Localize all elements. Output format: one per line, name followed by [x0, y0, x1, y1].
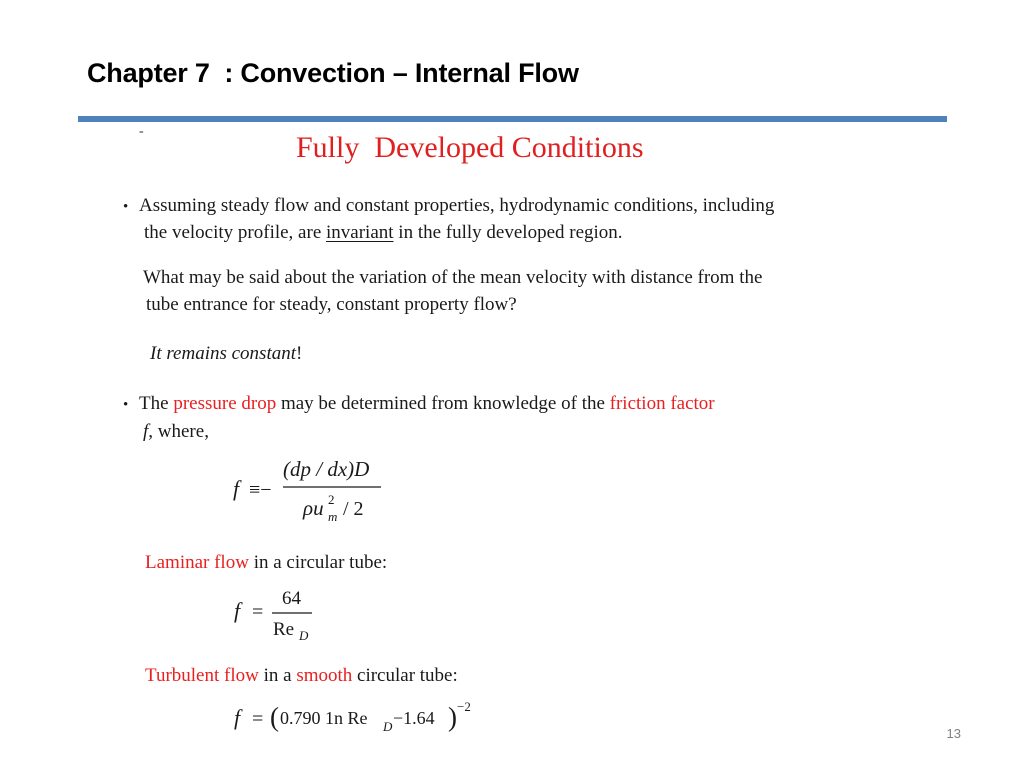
page-number: 13	[946, 726, 961, 741]
bullet-2-line2	[143, 418, 209, 445]
turbulent-rest: circular tube:	[352, 665, 458, 686]
friction-factor-equation	[225, 452, 395, 524]
eq3-rest: −1.64	[393, 708, 435, 728]
invariant-word: invariant	[326, 222, 394, 243]
bullet-1-line2-b: in the fully developed region.	[393, 222, 623, 243]
smooth-term: smooth	[296, 665, 353, 686]
eq2-den: Re	[273, 619, 295, 640]
friction-factor-term: friction factor	[609, 393, 715, 414]
eq2-eq: =	[252, 601, 264, 623]
laminar-flow-term: Laminar flow	[145, 552, 249, 573]
eq3-close-paren: )	[448, 702, 457, 732]
laminar-line	[145, 549, 387, 576]
turbulent-flow-term: Turbulent flow	[145, 665, 259, 686]
bullet-1-line2-a: the velocity profile, are	[144, 222, 327, 243]
slide-heading: Fully Developed Conditions	[296, 131, 644, 164]
tick-mark: -	[139, 124, 144, 139]
where-text: where,	[153, 421, 209, 442]
bullet-1-line2	[144, 219, 623, 246]
turbulent-equation	[228, 694, 498, 740]
bullet-1-symbol: •	[123, 199, 129, 215]
laminar-equation	[228, 585, 338, 643]
eq2-numerator: 64	[282, 588, 301, 609]
eq3-coef: 0.790 1n Re	[280, 708, 368, 728]
eq3-lhs: f	[234, 705, 241, 730]
bullet-1-line1: Assuming steady flow and constant properties, hydrodynamic conditions, including	[139, 195, 775, 216]
pressure-drop-term: pressure drop	[173, 393, 277, 414]
eq2-lhs: f	[234, 598, 241, 623]
eq2-den-sub: D	[299, 628, 309, 643]
question-line2: tube entrance for steady, constant property flow?	[146, 294, 517, 315]
turbulent-line	[145, 662, 458, 689]
title-divider	[78, 116, 947, 122]
eq3-eq: =	[252, 708, 264, 730]
eq1-equiv: ≡−	[249, 479, 272, 501]
eq3-sub: D	[383, 719, 393, 734]
turbulent-mid: in a	[258, 665, 297, 686]
bullet-1	[123, 192, 774, 221]
answer	[150, 340, 302, 367]
eq1-den-sub: m	[328, 509, 338, 524]
f-symbol: f,	[143, 421, 154, 442]
answer-end: !	[296, 343, 303, 364]
laminar-rest: in a circular tube:	[248, 552, 388, 573]
bullet-2-symbol: •	[123, 397, 129, 413]
eq1-den-rest: / 2	[343, 498, 364, 520]
bullet-2-text-2: may be determined from knowledge of the	[276, 393, 610, 414]
eq3-open-paren: (	[270, 702, 279, 732]
eq1-lhs: f	[233, 476, 240, 501]
bullet-2	[123, 390, 715, 419]
chapter-title: Chapter 7 : Convection – Internal Flow	[87, 58, 579, 88]
answer-italic: It remains constant	[150, 343, 297, 364]
bullet-2-text-1: The	[139, 393, 174, 414]
eq3-exp: −2	[457, 699, 471, 714]
question-line1: What may be said about the variation of the mean velocity with distance from the	[143, 267, 763, 288]
eq1-den-rho-u: ρu	[303, 496, 324, 520]
eq1-den-sup: 2	[328, 492, 335, 507]
eq1-numerator: (dp / dx)D	[283, 457, 370, 481]
